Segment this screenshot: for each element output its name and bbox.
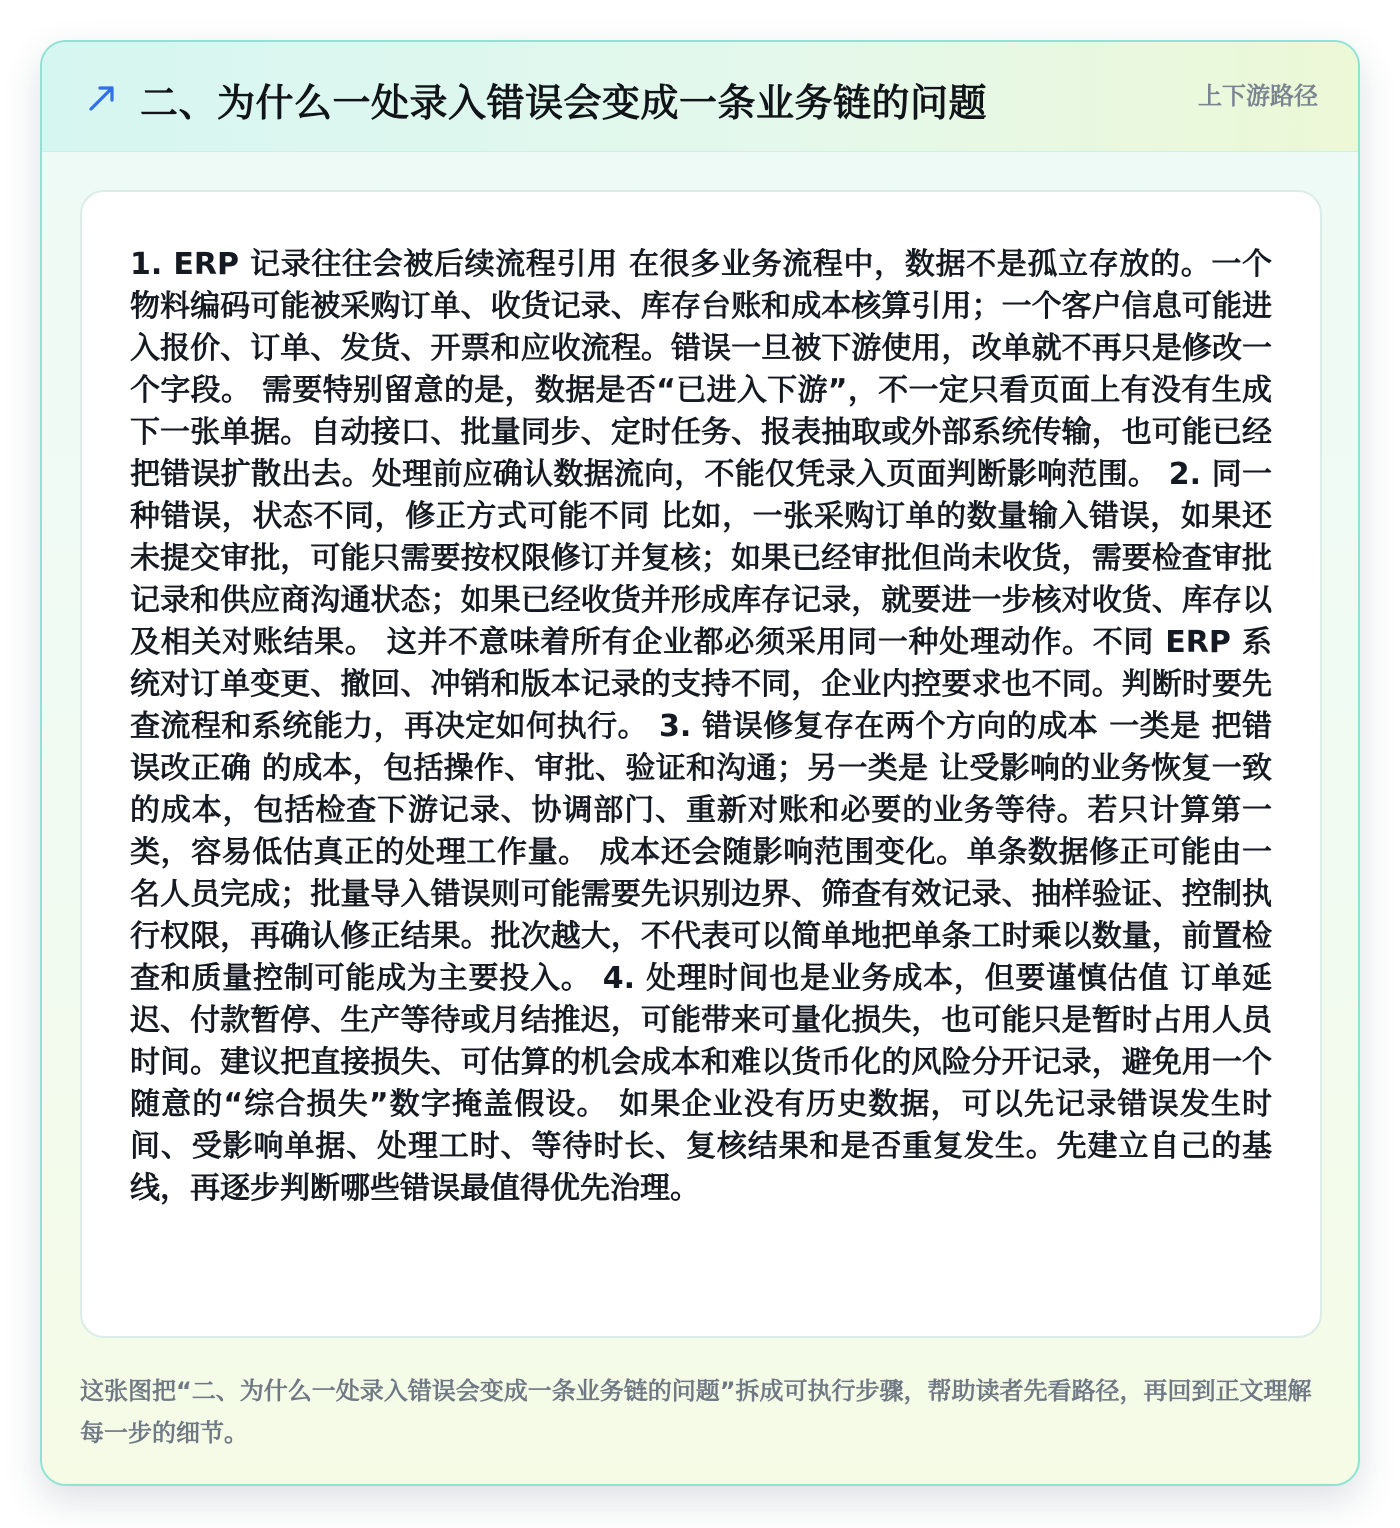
section-card — [40, 40, 1360, 1486]
section-title: 二、为什么一处录入错误会变成一条业务链的问题 — [140, 81, 988, 125]
trending-arrow-icon — [86, 80, 120, 114]
figure-caption: 这张图把“二、为什么一处录入错误会变成一条业务链的问题”拆成可执行步骤，帮助读者先看路径，再回到正文理解每一步的细节。 — [80, 1377, 1312, 1447]
content-panel — [80, 190, 1322, 1338]
body-paragraph: 1. ERP 记录往往会被后续流程引用 在很多业务流程中，数据不是孤立存放的。一个物料编码可能被采购订单、收货记录、库存台账和成本核算引用；一个客户信息可能进入报价、订单、发货、开票和应收流程。错误一旦被下游使用，改单就不再只是修改一个字段。 需要特别留意的是，数据是否“已进入下游”，不一定只看页面上有没有生成下一张单据。自动接口、批量同步、定时任务、报表抽取或外部系统传输，也可能已经把错误扩散出去。处理前应确认数据流向，不能仅凭录入页面判断影响范围。 2. 同一种错误，状态不同，修正方式可能不同 比如，一张采购订单的数量输入错误，如果还未提交审批，可能只需要按权限修订并复核；如果已经审批但尚未收货，需要检查审批记录和供应商沟通状态；如果已经收货并形成库存记录，就要进一步核对收货、库存以及相关对账结果。 这并不意味着所有企业都必须采用同一种处理动作。不同 ERP 系统对订单变更、撤回、冲销和版本记录的支持不同，企业内控要求也不同。判断时要先查流程和系统能力，再决定如何执行。 3. 错误修复存在两个方向的成本 一类是 把错误改正确 的成本，包括操作、审批、验证和沟通；另一类是 让受影响的业务恢复一致 的成本，包括检查下游记录、协调部门、重新对账和必要的业务等待。若只计算第一类，容易低估真正的处理工作量。 成本还会随影响范围变化。单条数据修正可能由一名人员完成；批量导入错误则可能需要先识别边界、筛查有效记录、抽样验证、控制执行权限，再确认修正结果。批次越大，不代表可以简单地把单条工时乘以数量，前置检查和质量控制可能成为主要投入。 4. 处理时间也是业务成本，但要谨慎估值 订单延迟、付款暂停、生产等待或月结推迟，可能带来可量化损失，也可能只是暂时占用人员时间。建议把直接损失、可估算的机会成本和难以货币化的风险分开记录，避免用一个随意的“综合损失”数字掩盖假设。 如果企业没有历史数据，可以先记录错误发生时间、受影响单据、处理工时、等待时长、复核结果和是否重复发生。先建立自己的基线，再逐步判断哪些错误最值得优先治理。 — [130, 247, 1272, 1206]
card-header — [42, 42, 1358, 152]
section-tag: 上下游路径 — [1198, 82, 1318, 110]
